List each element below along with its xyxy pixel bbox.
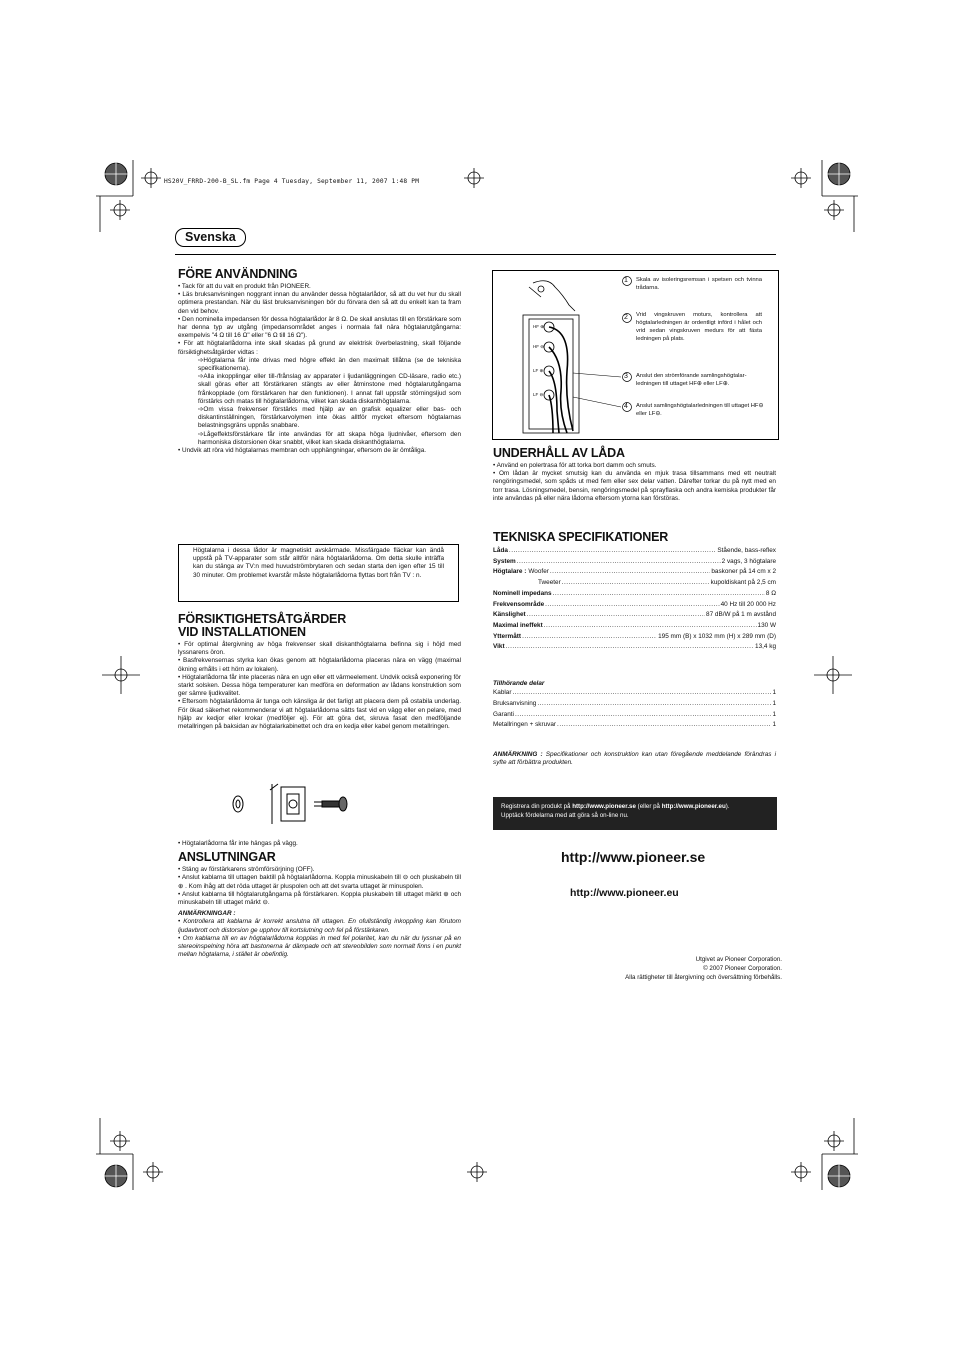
register-text: Registrera din produkt på [501,803,573,810]
paragraph: • Använd en polertrasa för att torka bort damm och smuts. [493,462,657,469]
header-rule [175,254,776,255]
spec-label: Högtalare : [493,568,527,576]
note: • Kontrollera att kablarna är korrekt anslutna till uttagen. En ofullständig inkoppling kan förutom ljudavbrott och distorsion ge upphov till kortslutning och fel på förstärkaren. [178,918,461,934]
section-title-specs: TEKNISKA SPECIFIKATIONER [493,530,669,544]
register-text-2: Upptäck fördelarna med att göra så on-line nu. [501,812,629,819]
spec-value: 8 Ω [765,589,776,597]
sub-paragraph: ➩Alla inkopplingar eller till-/frånslag av apparater i ljudanläggningen CD-läsare, radio etc.) skall göras efter att förstärkaren stängts av eller åtminstone med högtalarutgångarna frånkopplade (om förstärkaren har den funktionen). I annat fall uppstår störningsljud som förstärks och matas till högtalarlådorna, vilket kan skada diskanthögtalarna. [198,373,461,405]
file-header: HS20V_FRRD-200-B_SL.fm Page 4 Tuesday, September 11, 2007 1:48 PM [164,178,420,185]
accessory-count: 1 [772,710,776,718]
leader-dots [544,621,757,632]
paragraph: • Tack för att du valt en produkt från PIONEER. [178,283,311,290]
paragraph: • Basfrekvensernas styrka kan ökas genom att högtalarlådorna placeras nära en vägg (maximal ökning erhålls i ett hörn av lokalen). [178,657,461,673]
paragraph: • Högtalarlådorna får inte hängas på vägg. [178,840,298,847]
paragraph: • Om lådan är mycket smutsig kan du använda en mjuk trasa tillsammans med ett neutralt rengöringsmedel, som spåds ut med fem eller sex delar vatten. Därefter torkar du på nytt med en torr trasa. Lösningsmedel, bensin, rengöringsmedel på sprayflaska och andra kemiska produkter får inte användas på eller nära lådorna eftersom ytorna kan förstöras. [493,470,776,502]
section-title-anslutningar: ANSLUTNINGAR [178,850,276,865]
magnetic-shield-note [178,544,459,602]
language-label: Svenska [175,228,246,247]
leader-dots [545,600,719,611]
spec-value: kupoldiskant på 2,5 cm [710,579,776,587]
register-banner [493,797,777,830]
spec-row [493,567,776,578]
step-number: 4 [624,403,628,410]
left-column-2 [178,613,461,731]
spec-label: System [493,557,516,565]
step-number: 2 [624,314,628,321]
spec-label: Nominell impedans [493,589,552,597]
accessories-title: Tillhörande delar [493,680,545,687]
spec-value: 40 Hz till 20 000 Hz [720,600,776,608]
step-text: Skala av isoleringsremsan i spetsen och tvinna trådarna. [636,277,762,291]
accessory-row [493,720,776,731]
leader-dots [562,578,710,589]
register-text: ). [725,803,730,810]
spec-value: Stående, bass-reflex [717,547,776,554]
accessory-count: 1 [772,699,776,707]
section-title-installation: VID INSTALLATIONEN [178,625,306,639]
box-text: Högtalarna i dessa lådor är magnetiskt avskärmade. Missfärgade fläckar kan ändå uppstå på TV-apparater som står alltför nära högtalarlådorna. Om detta skulle inträffa kan du stänga av TV:n med huvudströmbrytaren och sedan starta den igen efter 15 till 30 minuter. Om problemet kvarstår måste högtalarlådorna flyttas bort från TV : n. [193,547,444,579]
spec-label: Maximal ineffekt [493,621,543,629]
spec-row [493,600,776,611]
url-pioneer-se[interactable]: http://www.pioneer.se [561,849,706,865]
spec-row [493,642,776,653]
sub-paragraph: ➩Lågeffektsförstärkare får inte användas för att skapa höga ljudnivåer, eftersom den harmoniska distorsionen ökar snabbt, vilket kan skada diskanthögtalarna. [198,430,461,446]
publisher-line: Alla rättigheter till återgivning och översättning förbehålls. [625,974,782,982]
terminal-label: HF ⊕ [533,324,545,329]
right-column [493,447,776,503]
spec-row [493,632,776,643]
section-title-forsiktighet: FÖRSIKTIGHETSÅTGÄRDER [178,612,347,626]
leader-dots [506,642,754,653]
spec-row [493,610,776,621]
paragraph: • Eftersom högtalarlådorna är tunga och känsliga är det farligt att placera dem på ostabila underlag. För ökad säkerhet rekommenderar vi att högtalarlådorna sätts fast vid en vägg eller en pelare, med hjälp av kedjor eller krokar (medföljer ej). För att göra det, skruva fasat den medföljande metallringen på baksidan av högtalarkabinettet och dra en kedja eller kabel genom metallringen. [178,698,461,731]
register-text: (eller på [635,803,662,810]
accessory-row [493,688,776,699]
spec-row [493,589,776,600]
leader-dots [512,688,771,699]
spec-value: 87 dB/W på 1 m avstånd [706,611,776,619]
register-link-eu[interactable]: http://www.pioneer.eu [661,803,726,810]
url-pioneer-eu[interactable]: http://www.pioneer.eu [570,887,679,899]
spec-value: 130 W [757,621,776,629]
terminal-label: LF ⊖ [533,392,544,397]
step-text: Anslut den strömförande samlingshögtalar-ledningen till uttaget HF⊕ eller LF⊕. [636,373,747,387]
notes-title: ANMÄRKNINGAR : [178,910,236,918]
step-text: Vrid vingskruven moturs, kontrollera att högtalarledningen är ordentligt införd i hålet och vrid sedan vingskruven medurs för att fästa ledningen på plats. [636,312,762,342]
terminal-label: HF ⊖ [533,344,545,349]
paragraph: • För optimal återgivning av höga frekvenser skall diskanthögtalarna befinna sig i höjd med lyssnarens öron. [178,641,461,657]
paragraph: • Anslut kablarna till högtalarutgångarna på förstärkaren. Koppla pluskabeln till uttaget märkt ⊕ och minuskabeln till uttaget märkt ⊖. [178,890,461,907]
leader-dots [550,567,710,578]
spec-label: Vikt [493,643,505,651]
leader-dots [509,546,716,557]
spec-label: Yttermått [493,632,522,640]
paragraph: • Anslut kablarna till uttagen baktill på högtalarlådorna. Koppla minuskabeln till ⊖ och pluskabeln till ⊕ . Kom ihåg att det röda uttaget är pluspolen och att det svarta uttaget är minuspolen. [178,874,461,890]
accessories-section [493,680,776,731]
leader-dots [557,720,771,731]
sub-paragraph: ➩Om vissa frekvenser förstärks med hjälp av en grafisk equalizer eller bas- och diskantinställningen, förstärkarvolymen inte ökas alltför mycket eftersom högtalarnas belastningsgräns uppnås snabbare. [198,406,461,430]
note: • Om kablarna till en av högtalarlådorna kopplas in med fel polaritet, kan du när du lyssnar på en stereoinspelning höra att bastonerna är dämpade och att stereobilden som normalt finns i en punkt mellan högtalarna, i stället är obefintlig. [178,934,461,959]
step-number: 3 [624,373,628,380]
accessory-label: Garanti [493,710,514,718]
leader-dots [553,589,765,600]
spec-table [493,546,776,653]
leader-dots [522,632,657,643]
spec-row [493,578,776,589]
paragraph: • Undvik att röra vid högtalarnas membran och upphängningar, eftersom de är ömtåliga. [178,447,427,455]
spec-note [493,751,776,767]
spec-label: Frekvensområde [493,600,545,608]
spec-label: Låda [493,547,508,554]
left-column [178,268,461,455]
spec-row [493,621,776,632]
spec-value: 195 mm (B) x 1032 mm (H) x 289 mm (D) [658,632,776,640]
paragraph: • Den nominella impedansen för dessa högtalarlådor är 8 Ω. De skall anslutas till en förstärkare som har denna typ av utgång (impedansområdet anges i normala fall nära högtalarutgångarna: exempelvis "4 Ω till 16 Ω" eller "6 Ω till 16 Ω"). [178,315,461,340]
spec-row [493,557,776,568]
spec-sublabel: Tweeter [538,579,561,587]
step-text: Anslut samlingshögtalarledningen till uttaget HF⊖ eller LF⊖. [636,403,764,417]
paragraph: • Högtalarlådorna får inte placeras nära en ugn eller ett värmeelement. Undvik också exponering för starkt solsken. Dessa höga temperaturer kan medföra en deformation av lådans konstruktion som ger sämre ljudkvalitet. [178,673,461,698]
left-column-3 [178,840,461,959]
spec-value: 2 vags, 3 högtalare [721,557,776,565]
section-title-underhall: UNDERHÅLL AV LÅDA [493,446,625,460]
terminal-label: LF ⊕ [533,368,544,373]
accessory-label: Metallringen + skruvar [493,721,557,729]
leader-dots [517,557,721,568]
section-title-fore: FÖRE ANVÄNDNING [178,267,298,281]
spec-value: baskoner på 14 cm x 2 [711,568,776,576]
accessory-row [493,710,776,721]
paragraph: • För att högtalarlådorna inte skall skadas på grund av elektrisk överbelastning, skall följande försiktighetsåtgärder vidtas : [178,340,461,356]
specs-section [493,531,776,653]
accessories-table [493,688,776,731]
accessory-row [493,699,776,710]
spec-value: 13,4 kg [755,643,776,651]
step-number: 1 [624,277,628,284]
leader-dots [527,610,705,621]
sub-paragraph: ➩Högtalarna får inte drivas med högre effekt än den maximalt tillåtna (se de tekniska specifikationerna). [198,356,461,373]
accessory-count: 1 [772,721,776,729]
spec-label: Känslighet [493,611,526,619]
paragraph: • Stäng av förstärkarens strömförsörjning (OFF). [178,866,315,874]
spec-note-label: ANMÄRKNING : [493,751,543,758]
connection-diagram [492,270,779,440]
spec-note-text: Specifikationer och konstruktion kan utan föregående meddelande förändras i syfte att förbättra produkten. [493,751,777,767]
leader-dots [515,710,771,721]
publisher-info [625,955,782,983]
metal-ring-illustration [226,780,356,828]
leader-dots [537,699,771,710]
spec-sublabel: Woofer [528,568,549,576]
accessory-label: Kablar [493,689,512,697]
register-link-se[interactable]: http://www.pioneer.se [572,803,636,810]
paragraph: • Läs bruksanvisningen noggrant innan du använder dessa högtalarlådor, så att du vet hur du skall optimera prestandan. När du läst bruksanvisningen bör du förvara den så att du enkelt kan ta fram den vid behov. [178,291,461,315]
accessory-count: 1 [772,689,776,697]
spec-row [493,546,776,557]
accessory-label: Bruksanvisning [493,699,537,707]
publisher-line: Utgivet av Pioneer Corporation. [695,956,782,963]
publisher-line: © 2007 Pioneer Corporation. [703,965,782,973]
